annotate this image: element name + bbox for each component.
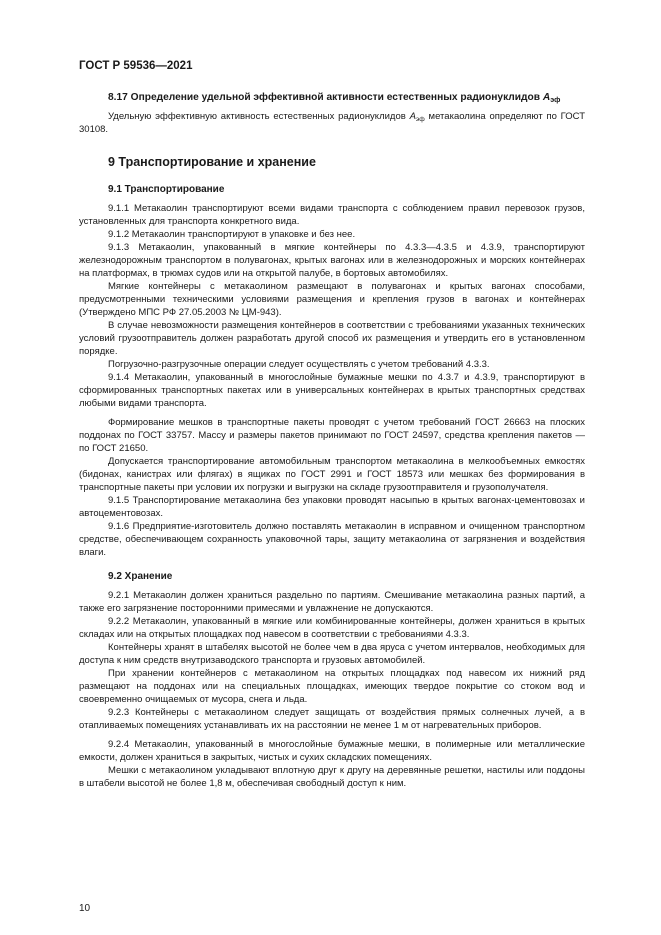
paragraph: 9.1.6 Предприятие-изготовитель должно поставлять метакаолин в исправном и очищенном транспортном средстве, обеспечивающем сохранность упаковочной тары, защиту метакаолина от загрязнения и воздействия влаги.	[79, 521, 585, 558]
paragraph: В случае невозможности размещения контейнеров в соответствии с требованиями указанных технических условий грузоотправитель должен разработать другой способ их размещения и утвердить его в установленном порядке.	[79, 320, 585, 357]
section-9-heading: 9 Транспортирование и хранение	[108, 155, 316, 169]
section-8-17-heading	[108, 91, 585, 104]
paragraph-part: Удельную эффективную активность естественных радионуклидов	[108, 111, 410, 122]
activity-symbol: А	[409, 111, 416, 122]
paragraph: 9.1.2 Метакаолин транспортируют в упаковке и без нее.	[108, 229, 356, 240]
activity-subscript: эф	[550, 96, 561, 104]
paragraph: 9.1.3 Метакаолин, упакованный в мягкие контейнеры по 4.3.3—4.3.5 и 4.3.9, транспортируют железнодорожным транспортом в полувагонах, крытых вагонах или в железнодорожных и морских контейнерах на платформах, в трюмах судов или на открытой палубе, в бортовых автомобилях.	[79, 242, 585, 279]
paragraph: 9.1.1 Метакаолин транспортируют всеми видами транспорта с соблюдением правил перевозок грузов, установленных для транспорта конкретного вида.	[79, 203, 585, 227]
paragraph: 9.1.4 Метакаолин, упакованный в многослойные бумажные мешки по 4.3.7 и 4.3.9, транспортируют в сформированных транспортных пакетах или в универсальных контейнерах в крытых транспортных средствах любыми видами транспорта.	[79, 372, 585, 409]
page-number: 10	[79, 903, 91, 914]
paragraph: Погрузочно-разгрузочные операции следует осуществлять с учетом требований 4.3.3.	[108, 359, 490, 370]
paragraph: 9.1.5 Транспортирование метакаолина без упаковки проводят насыпью в крытых вагонах-цементовозах и автоцементовозах.	[79, 495, 585, 519]
paragraph: При хранении контейнеров с метакаолином на открытых площадках под навесом их нижний ряд размещают на поддонах или на специальных площадках, имеющих твердое покрытие со стоком вод и своевременно очищаемых от мусора, снега и льда.	[79, 668, 585, 705]
activity-symbol: А	[542, 92, 551, 103]
paragraph: 9.2.4 Метакаолин, упакованный в многослойные бумажные мешки, в полимерные или металлические емкости, должен храниться в закрытых, чистых и сухих складских помещениях.	[79, 739, 585, 763]
paragraph	[79, 110, 585, 136]
paragraph: Допускается транспортирование автомобильным транспортом метакаолина в мелкообъемных емкостях (бидонах, канистрах или флягах) в ящиках по ГОСТ 2991 и ГОСТ 18573 или мешках без формирования в транспортные пакеты при условии их погрузки и выгрузки на складе грузоотправителя и грузополучателя.	[79, 456, 585, 493]
section-9-1-heading: 9.1 Транспортирование	[108, 184, 225, 195]
activity-subscript: эф	[415, 116, 425, 123]
paragraph: 9.2.3 Контейнеры с метакаолином следует защищать от воздействия прямых солнечных лучей, а в отапливаемых помещениях устанавливать их на расстоянии не менее 1 м от нагревательных приборов.	[79, 707, 585, 731]
paragraph: 9.2.2 Метакаолин, упакованный в мягкие или комбинированные контейнеры, должен храниться в крытых складах или на открытых площадках под навесом в соответствии с требованиями 4.3.3.	[79, 616, 585, 640]
paragraph: Мешки с метакаолином укладывают вплотную друг к другу на деревянные решетки, настилы или поддоны в штабели высотой не более 1,8 м, обеспечивая свободный доступ к ним.	[79, 765, 585, 789]
section-8-17-title: 8.17 Определение удельной эффективной активности естественных радионуклидов	[108, 92, 543, 103]
paragraph-part: метакаолина определяют по ГОСТ 30108.	[79, 111, 585, 135]
paragraph: Формирование мешков в транспортные пакеты проводят с учетом требований ГОСТ 26663 на плоских поддонах по ГОСТ 33757. Массу и размеры пакетов принимают по ГОСТ 24597, средства крепления пакетов — по ГОСТ 21650.	[79, 417, 585, 454]
standard-header: ГОСТ Р 59536—2021	[79, 60, 193, 72]
paragraph: Контейнеры хранят в штабелях высотой не более чем в два яруса с учетом интервалов, необходимых для доступа к ним средств внутризаводского транспорта и грузовых автомобилей.	[79, 642, 585, 666]
section-9-2-heading: 9.2 Хранение	[108, 571, 173, 582]
paragraph: Мягкие контейнеры с метакаолином размещают в полувагонах и крытых вагонах способами, предусмотренными техническими условиями размещения и крепления грузов в вагонах и контейнерах (Утверждено МПС РФ 27.05.2003 № ЦМ-943).	[79, 281, 585, 318]
page-content	[79, 91, 585, 790]
paragraph: 9.2.1 Метакаолин должен храниться раздельно по партиям. Смешивание метакаолина разных партий, а также его загрязнение посторонними примесями и увлажнение не допускаются.	[79, 590, 585, 614]
